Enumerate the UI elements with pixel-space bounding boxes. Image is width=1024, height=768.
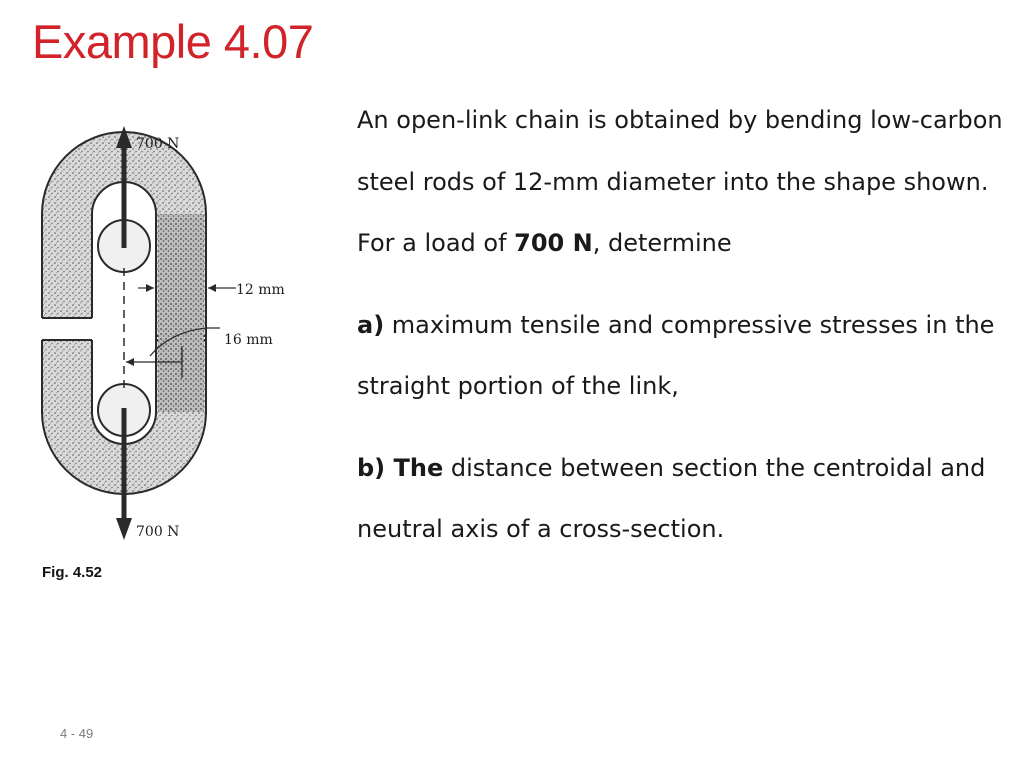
part-b-label: b) The: [357, 453, 444, 482]
part-a-label: a): [357, 310, 385, 339]
load-label-bottom: 700 N: [136, 524, 180, 540]
link-straight-portion: [158, 214, 204, 412]
part-b-text: distance between section the centroidal and neutral axis of a cross-section.: [357, 453, 986, 543]
slide-title: Example 4.07: [32, 15, 314, 68]
figure-caption: Fig. 4.52: [42, 564, 103, 581]
part-a-text: maximum tensile and compressive stresses in the straight portion of the link,: [357, 310, 995, 400]
load-value: 700 N: [514, 229, 593, 257]
load-arrow-down: [116, 518, 132, 540]
chain-link-figure: [30, 118, 320, 588]
dim-label-16mm: 16 mm: [224, 332, 273, 348]
intro-text-2: , determine: [592, 229, 732, 257]
page-number: 4 - 49: [60, 726, 94, 741]
dim-label-12mm: 12 mm: [236, 282, 285, 298]
intro-text-1: An open-link chain is obtained by bending low-carbon steel rods of 12-mm diameter into the shape shown. For a load of: [357, 106, 1003, 257]
problem-intro: [357, 90, 1017, 275]
problem-part-a: [357, 295, 1017, 418]
link-gap: [38, 318, 98, 340]
problem-part-b: [357, 438, 1017, 561]
problem-statement: [357, 90, 1017, 581]
chain-link-diagram: [30, 118, 320, 558]
load-label-top: 700 N: [136, 136, 180, 152]
